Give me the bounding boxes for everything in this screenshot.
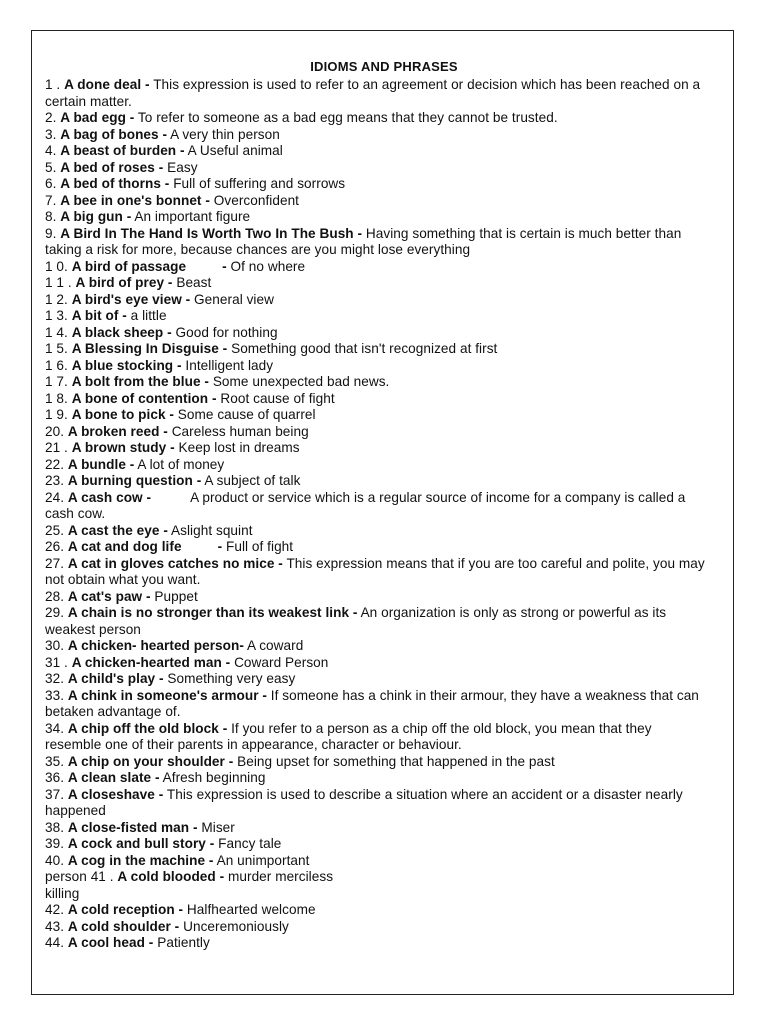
idiom-definition: Keep lost in dreams	[178, 440, 300, 455]
entry-number: 43.	[45, 918, 65, 934]
idiom-entry	[45, 721, 705, 754]
entry-number: 28.	[45, 588, 65, 604]
idiom-entry	[45, 127, 705, 144]
idiom-definition: Halfhearted welcome	[186, 902, 316, 917]
idiom-term: A clean slate -	[67, 770, 160, 785]
entry-number: 1 4.	[45, 324, 68, 340]
idiom-term: A bag of bones -	[60, 126, 168, 142]
idiom-entry	[45, 176, 705, 193]
idiom-term: A child's play -	[67, 671, 164, 686]
idiom-definition: General view	[194, 291, 274, 307]
idiom-definition: A coward	[247, 638, 304, 653]
idiom-definition: Afresh beginning	[162, 770, 266, 785]
idiom-term: A bit of -	[71, 308, 127, 323]
idiom-entry	[45, 638, 705, 655]
idiom-term: A chicken-hearted man -	[71, 654, 231, 670]
idiom-term: A cold reception -	[67, 902, 184, 917]
entry-number: 32.	[45, 671, 65, 686]
idiom-entry	[45, 325, 705, 342]
idiom-dash: -	[222, 258, 227, 274]
entry-number: 29.	[45, 605, 65, 620]
idiom-entry	[45, 193, 705, 210]
entry-number: 44.	[45, 935, 65, 950]
entry-number: 31 .	[45, 654, 68, 670]
entry-number: 27.	[45, 555, 65, 571]
entry-number: 1 0.	[45, 258, 68, 274]
idiom-term: A chip off the old block -	[67, 720, 228, 736]
idiom-term: A Bird In The Hand Is Worth Two In The Bush -	[60, 225, 363, 241]
idiom-term: A cast the eye -	[67, 522, 168, 538]
idiom-list	[45, 77, 705, 952]
entry-number: 1 3.	[45, 308, 68, 323]
idiom-dash: -	[217, 539, 223, 554]
idiom-entry	[45, 473, 705, 490]
idiom-definition: An unimportant	[216, 852, 310, 868]
entry-number: 35.	[45, 753, 65, 769]
idiom-entry	[45, 490, 705, 523]
entry-number: 25.	[45, 522, 65, 538]
idiom-term: A bird's eye view -	[71, 291, 191, 307]
idiom-definition: An organization is only as strong or powerful as its weakest person	[45, 605, 667, 637]
entry-number: 24.	[45, 489, 65, 505]
idiom-entry	[45, 655, 705, 672]
idiom-entry	[45, 259, 705, 276]
idiom-term: A bone of contention -	[71, 390, 217, 406]
idiom-term: A bird of passage	[71, 258, 187, 274]
idiom-definition: Unceremoniously	[183, 918, 289, 934]
idiom-entry	[45, 820, 705, 837]
idiom-term: A big gun -	[60, 209, 132, 224]
idiom-definition: Some cause of quarrel	[177, 407, 316, 422]
idiom-entry	[45, 523, 705, 540]
idiom-term: A broken reed -	[67, 423, 168, 439]
idiom-definition: If you refer to a person as a chip off the old block, you mean that they resemble one of their parents in appearance, character or behaviour.	[45, 720, 652, 752]
entry-number: 34.	[45, 720, 65, 736]
idiom-entry	[45, 275, 705, 292]
idiom-definition: Coward Person	[234, 654, 329, 670]
idiom-definition: Full of fight	[225, 539, 294, 554]
entry-number: 1 1 .	[45, 275, 72, 290]
entry-number: 6.	[45, 176, 57, 191]
idiom-term: A chain is no stronger than its weakest link -	[67, 605, 358, 620]
idiom-definition: This expression means that if you are too careful and polite, you may not obtain what you want.	[45, 555, 705, 587]
idiom-term: A cat in gloves catches no mice -	[67, 555, 283, 571]
idiom-entry	[45, 886, 705, 903]
idiom-entry	[45, 457, 705, 474]
idiom-term: A close-fisted man -	[67, 819, 198, 835]
idiom-entry	[45, 902, 705, 919]
idiom-term: A cool head -	[67, 935, 154, 950]
idiom-definition: a little	[130, 308, 167, 323]
idiom-term: A beast of burden -	[60, 143, 185, 158]
idiom-definition: Something good that isn't recognized at first	[231, 341, 498, 356]
entry-number: 26.	[45, 539, 65, 554]
idiom-term: A bed of roses -	[60, 159, 164, 175]
idiom-entry	[45, 919, 705, 936]
idiom-entry	[45, 605, 705, 638]
idiom-entry	[45, 341, 705, 358]
idiom-definition: Miser	[201, 819, 235, 835]
idiom-entry	[45, 308, 705, 325]
idiom-term: A cat's paw -	[67, 588, 151, 604]
idiom-definition: Fancy tale	[218, 836, 282, 851]
entry-number: 1 2.	[45, 291, 68, 307]
idiom-entry	[45, 292, 705, 309]
idiom-entry	[45, 688, 705, 721]
idiom-term: A done deal -	[64, 77, 150, 92]
idiom-definition: A lot of money	[137, 456, 225, 472]
idiom-definition: Root cause of fight	[220, 390, 335, 406]
entry-number: 1 7.	[45, 374, 68, 389]
idiom-entry	[45, 358, 705, 375]
idiom-entry	[45, 374, 705, 391]
idiom-term: A chicken- hearted person-	[67, 638, 244, 653]
idiom-entry	[45, 407, 705, 424]
idiom-term: A cold blooded -	[117, 869, 225, 884]
entry-number: 8.	[45, 209, 57, 224]
entry-number: 1 8.	[45, 390, 68, 406]
entry-number: 1 .	[45, 77, 61, 92]
idiom-definition: Overconfident	[213, 192, 300, 208]
idiom-definition: Good for nothing	[175, 324, 278, 340]
idiom-term: A Blessing In Disguise -	[71, 341, 228, 356]
idiom-term: A brown study -	[71, 440, 175, 455]
idiom-definition: Being upset for something that happened in the past	[237, 753, 555, 769]
entry-number: 1 6.	[45, 357, 68, 373]
idiom-definition: Careless human being	[171, 423, 309, 439]
idiom-term: A cog in the machine -	[67, 852, 214, 868]
entry-number: 1 5.	[45, 341, 68, 356]
entry-number: 39.	[45, 836, 65, 851]
entry-number: 4.	[45, 143, 57, 158]
entry-number: 22.	[45, 456, 65, 472]
idiom-term: A bee in one's bonnet -	[60, 192, 210, 208]
idiom-definition: To refer to someone as a bad egg means that they cannot be trusted.	[137, 110, 558, 125]
idiom-definition: If someone has a chink in their armour, they have a weakness that can betaken advantage of.	[45, 687, 699, 719]
entry-number: 33.	[45, 687, 65, 703]
idiom-definition: This expression is used to refer to an agreement or decision which has been reached on a certain matter.	[45, 77, 701, 109]
idiom-definition: Beast	[176, 275, 212, 290]
idiom-definition: Easy	[167, 159, 198, 175]
idiom-term: A burning question -	[67, 473, 202, 488]
idiom-definition: Intelligent lady	[185, 357, 274, 373]
idiom-term: A bundle -	[67, 456, 135, 472]
idiom-term: A cock and bull story -	[67, 836, 215, 851]
idiom-term: A bolt from the blue -	[71, 374, 209, 389]
idiom-term: A bird of prey -	[75, 275, 173, 290]
entry-number: 3.	[45, 126, 57, 142]
idiom-definition: Of no where	[230, 258, 306, 274]
idiom-entry	[45, 226, 705, 259]
idiom-term: A closeshave -	[67, 786, 164, 802]
idiom-definition: killing	[45, 885, 80, 901]
idiom-term: A cat and dog life	[67, 539, 182, 554]
idiom-definition: A very thin person	[170, 126, 280, 142]
idiom-entry	[45, 836, 705, 853]
idiom-definition: This expression is used to describe a situation where an accident or a disaster nearly happened	[45, 786, 683, 818]
entry-number: 23.	[45, 473, 65, 488]
idiom-entry	[45, 869, 705, 886]
idiom-definition: murder merciless	[228, 869, 334, 884]
entry-number: person 41 .	[45, 869, 114, 884]
idiom-entry	[45, 539, 705, 556]
entry-number: 30.	[45, 638, 65, 653]
idiom-definition: Some unexpected bad news.	[212, 374, 390, 389]
document-title: IDIOMS AND PHRASES	[310, 59, 458, 74]
idiom-entry	[45, 754, 705, 771]
entry-number: 1 9.	[45, 407, 68, 422]
idiom-definition: Full of suffering and sorrows	[173, 176, 346, 191]
entry-number: 40.	[45, 852, 65, 868]
idiom-entry	[45, 935, 705, 952]
idiom-definition: A Useful animal	[187, 143, 283, 158]
entry-number: 2.	[45, 110, 57, 125]
idiom-term: A chip on your shoulder -	[67, 753, 234, 769]
entry-number: 5.	[45, 159, 57, 175]
entry-number: 42.	[45, 902, 65, 917]
idiom-entry	[45, 589, 705, 606]
entry-number: 37.	[45, 786, 65, 802]
entry-number: 38.	[45, 819, 65, 835]
entry-number: 21 .	[45, 440, 68, 455]
idiom-entry	[45, 209, 705, 226]
idiom-definition: Something very easy	[167, 671, 296, 686]
entry-number: 20.	[45, 423, 65, 439]
idiom-definition: Aslight squint	[171, 522, 253, 538]
idiom-term: A bed of thorns -	[60, 176, 170, 191]
idiom-entry	[45, 391, 705, 408]
idiom-term: A bone to pick -	[71, 407, 174, 422]
idiom-term: A bad egg -	[60, 110, 135, 125]
idiom-entry	[45, 160, 705, 177]
entry-number: 36.	[45, 770, 65, 785]
idiom-term: A black sheep -	[71, 324, 172, 340]
idiom-entry	[45, 110, 705, 127]
idiom-definition: A product or service which is a regular source of income for a company is called a cash cow.	[45, 489, 686, 521]
idiom-definition: Puppet	[154, 588, 198, 604]
idiom-term: A blue stocking -	[71, 357, 182, 373]
entry-number: 7.	[45, 192, 57, 208]
idiom-entry	[45, 143, 705, 160]
idiom-term: A cash cow -	[67, 489, 152, 505]
idiom-entry	[45, 424, 705, 441]
idiom-entry	[45, 77, 705, 110]
idiom-entry	[45, 853, 705, 870]
idiom-entry	[45, 787, 705, 820]
idiom-term: A chink in someone's armour -	[67, 687, 267, 703]
idiom-entry	[45, 440, 705, 457]
idiom-definition: An important figure	[134, 209, 251, 224]
entry-number: 9.	[45, 225, 57, 241]
idiom-definition: Having something that is certain is much better than taking a risk for more, because chances are you might lose everything	[45, 225, 682, 257]
idiom-term: A cold shoulder -	[67, 918, 180, 934]
idiom-definition: A subject of talk	[204, 473, 301, 488]
idiom-entry	[45, 671, 705, 688]
idiom-entry	[45, 770, 705, 787]
idiom-definition: Patiently	[157, 935, 210, 950]
idiom-entry	[45, 556, 705, 589]
